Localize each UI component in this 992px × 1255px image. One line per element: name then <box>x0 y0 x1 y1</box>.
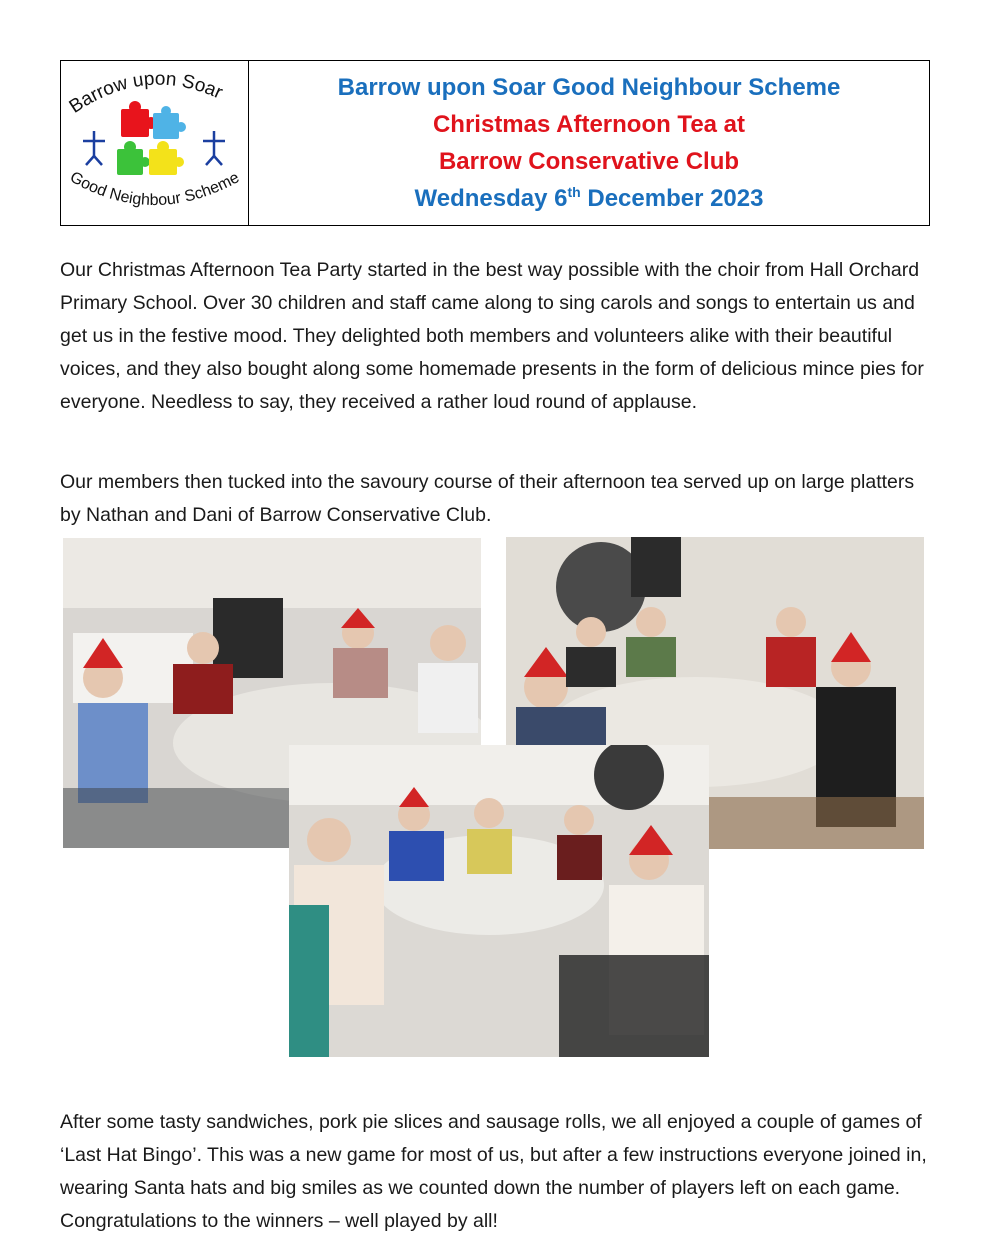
photo-table-center <box>289 745 709 1057</box>
header-title-block <box>249 61 929 225</box>
header-box <box>60 60 930 226</box>
event-date: Wednesday 6th December 2023 <box>414 184 764 212</box>
paragraph-bingo: After some tasty sandwiches, pork pie slices and sausage rolls, we all enjoyed a couple of games of ‘Last Hat Bingo’. This was a new game for most of us, but after a few instructions everyone joined in, wearing Santa hats and big smiles as we counted down the number of players left on each game. Congratulations to the winners – well played by all! <box>60 1111 927 1232</box>
paragraph-choir: Our Christmas Afternoon Tea Party started in the best way possible with the choir from Hall Orchard Primary School. Over 30 children and staff came along to sing carols and songs to entertain us and get us in the festive mood. They delighted both members and volunteers alike with their beautiful voices, and they also bought along some homemade presents in the form of delicious mince pies for everyone. Needless to say, they received a rather loud round of applause. <box>60 259 924 413</box>
paragraph-savoury-course: Our members then tucked into the savoury course of their afternoon tea served up on large platters by Nathan and Dani of Barrow Conservative Club. <box>60 471 915 526</box>
scheme-title: Barrow upon Soar Good Neighbour Scheme <box>337 74 841 101</box>
logo-bottom-text: Good Neighbour Scheme <box>66 168 243 210</box>
scheme-logo <box>61 61 249 225</box>
event-title: Christmas Afternoon Tea at <box>432 111 746 138</box>
venue-title: Barrow Conservative Club <box>438 148 740 175</box>
logo-top-text: Barrow upon Soar <box>65 68 226 118</box>
jigsaw-puzzle-logo-icon <box>61 61 247 225</box>
